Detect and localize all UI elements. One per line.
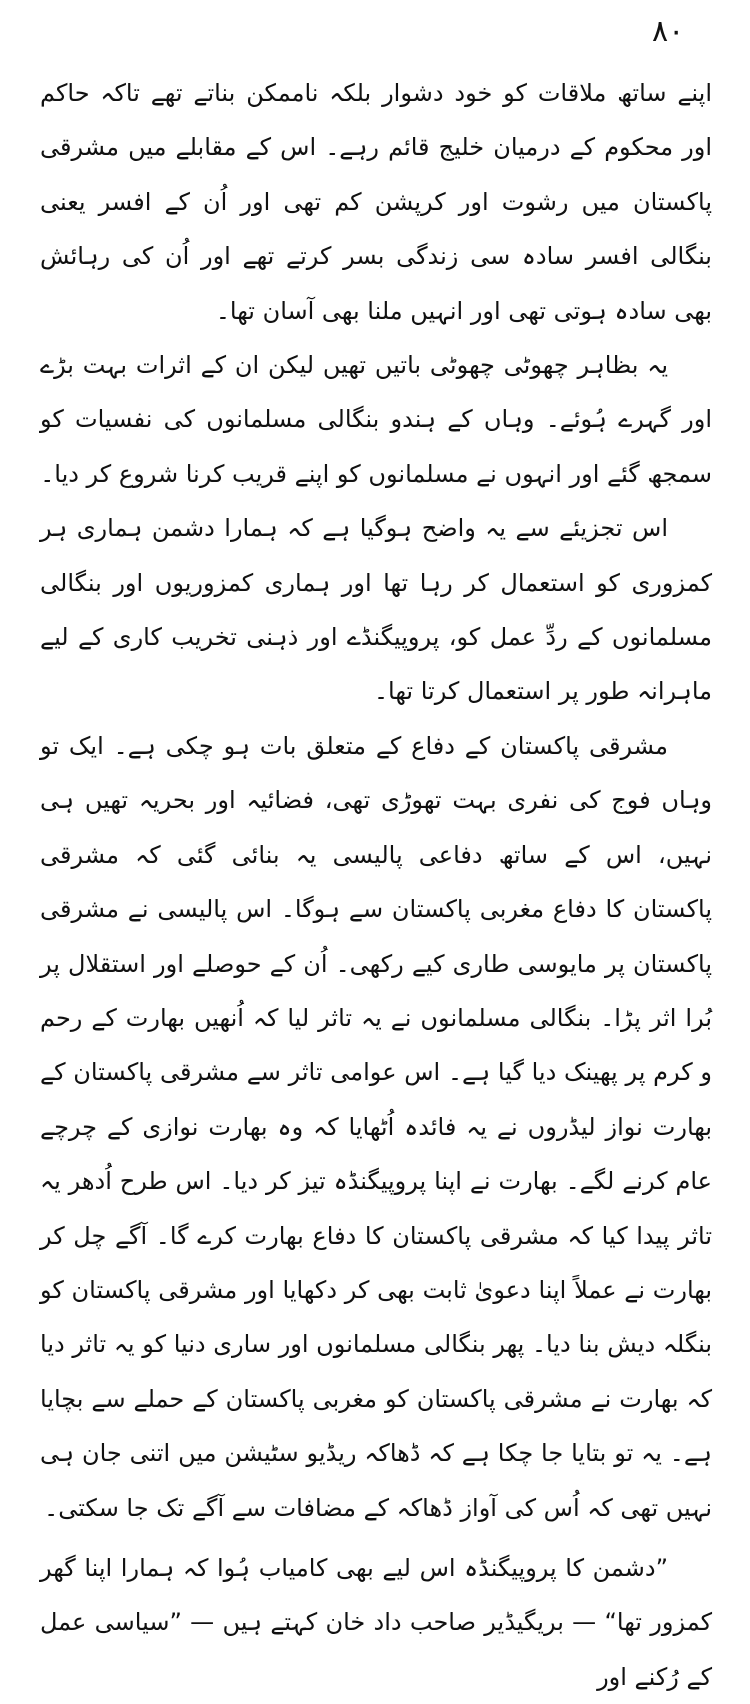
paragraph: مشرقی پاکستان کے دفاع کے متعلق بات ہو چکی ہے۔ ایک تو وہاں فوج کی نفری بہت تھوڑی تھی، فضائیہ اور بحریہ تھیں ہی نہیں، اس کے ساتھ دفاعی پالیسی یہ بنائی گئی کہ مشرقی پاکستان کا دفاع مغربی پاکستان سے ہوگا۔ اس پالیسی نے مشرقی پاکستان پر مایوسی طاری کیے رکھی۔ اُن کے حوصلے اور استقلال پر بُرا اثر پڑا۔ بنگالی مسلمانوں نے یہ تاثر لیا کہ اُنھیں بھارت کے رحم و کرم پر پھینک دیا گیا ہے۔ اس عوامی تاثر سے مشرقی پاکستان کے بھارت نواز لیڈروں نے یہ فائدہ اُٹھایا کہ وہ بھارت نوازی کے چرچے عام کرنے لگے۔ بھارت نے اپنا پروپیگنڈہ تیز کر دیا۔ اس طرح اُدھر یہ تاثر پیدا کیا کہ مشرقی پاکستان کا دفاع بھارت کرے گا۔ آگے چل کر بھارت نے عملاً اپنا دعویٰ ثابت بھی کر دکھایا اور مشرقی پاکستان کو بنگلہ دیش بنا دیا۔ پھر بنگالی مسلمانوں اور ساری دنیا کو یہ تاثر دیا کہ بھارت نے مشرقی پاکستان کو مغربی پاکستان کے حملے سے بچایا ہے۔ یہ تو بتایا جا چکا ہے کہ ڈھاکہ ریڈیو سٹیشن میں اتنی جان ہی نہیں تھی کہ اُس کی آواز ڈھاکہ کے مضافات سے آگے تک جا سکتی۔ [40, 731, 712, 1522]
page-number: ۸۰ [652, 14, 685, 49]
paragraph: اپنے ساتھ ملاقات کو خود دشوار بلکہ ناممکن بناتے تھے تاکہ حاکم اور محکوم کے درمیان خلیج قائم رہے۔ اس کے مقابلے میں مشرقی پاکستان میں رشوت اور کرپشن کم تھی اور اُن کے افسر یعنی بنگالی افسر سادہ سی زندگی بسر کرتے تھے اور اُن کی رہائش بھی سادہ ہوتی تھی اور انہیں ملنا بھی آسان تھا۔ [40, 79, 712, 325]
paragraph: اس تجزیئے سے یہ واضح ہوگیا ہے کہ ہمارا دشمن ہماری ہر کمزوری کو استعمال کر رہا تھا اور ہماری کمزوریوں اور بنگالی مسلمانوں کے ردِّ عمل کو، پروپیگنڈے اور ذہنی تخریب کاری کے لیے ماہرانہ طور پر استعمال کرتا تھا۔ [40, 514, 712, 706]
paragraph: یہ بظاہر چھوٹی چھوٹی باتیں تھیں لیکن ان کے اثرات بہت بڑے اور گہرے ہُوئے۔ وہاں کے ہندو بنگالی مسلمانوں کی نفسیات کو سمجھ گئے اور انہوں نے مسلمانوں کو اپنے قریب کرنا شروع کر دیا۔ [40, 351, 712, 488]
quote-paragraph: ”دشمن کا پروپیگنڈہ اس لیے بھی کامیاب ہُوا کہ ہمارا اپنا گھر کمزور تھا“ — بریگیڈیر صاحب داد خان کہتے ہیں — ”سیاسی عمل کے رُکنے اور [40, 1553, 712, 1691]
body-text [40, 66, 712, 1704]
